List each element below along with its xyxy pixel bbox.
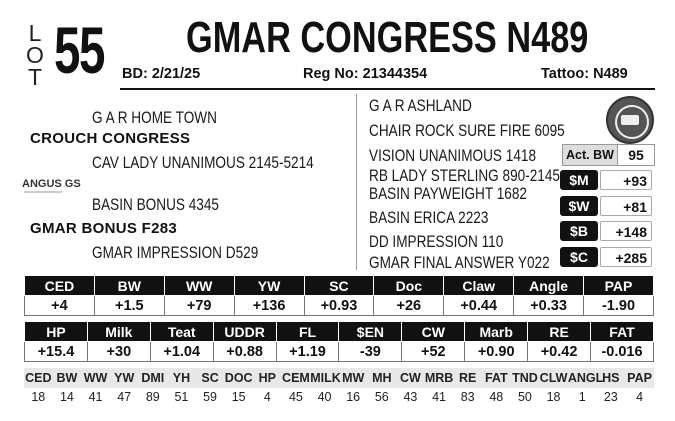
percentile-header: CEM xyxy=(282,371,310,385)
percentile-header: CLW xyxy=(539,371,568,385)
epd-table-2 xyxy=(24,321,654,362)
breed-seal-icon xyxy=(606,96,654,144)
lot-letter: O xyxy=(26,42,44,68)
header-divider xyxy=(120,88,655,90)
percentile-header: BW xyxy=(56,371,78,385)
percentile-header: MH xyxy=(372,371,392,385)
actual-bw-label: Act. BW xyxy=(562,144,618,166)
percentile-header: HS xyxy=(602,371,620,385)
logo-text: ANGUS GS xyxy=(22,178,81,190)
percentile-header-row xyxy=(24,368,654,388)
pedigree-right-item: RB LADY STERLING 890-2145 xyxy=(369,166,560,185)
percentile-header: PAP xyxy=(627,371,652,385)
epd-value: +0.44 xyxy=(444,296,514,316)
pedigree-right-item: BASIN ERICA 2223 xyxy=(369,208,489,227)
percentile-value: 23 xyxy=(597,388,626,406)
pedigree-right-item: VISION UNANIMOUS 1418 xyxy=(369,146,537,165)
pedigree-right-item: CHAIR ROCK SURE FIRE 6095 xyxy=(369,121,565,140)
percentile-value: 48 xyxy=(482,388,511,406)
percentile-value: 47 xyxy=(110,388,139,406)
birth-date xyxy=(122,66,200,82)
percentile-value: 40 xyxy=(310,388,339,406)
epd-value: +15.4 xyxy=(25,342,88,362)
percentile-value: 59 xyxy=(196,388,225,406)
animal-name: GMAR CONGRESS N489 xyxy=(186,13,589,62)
percentile-header: HP xyxy=(258,371,276,385)
pedigree-dam-dam: GMAR IMPRESSION D529 xyxy=(92,243,259,262)
percentile-header: CED xyxy=(25,371,52,385)
percentile-header: ANGL xyxy=(567,371,604,385)
epd-value: +79 xyxy=(164,296,234,316)
epd-header: Doc xyxy=(374,276,444,296)
epd-value: +0.42 xyxy=(528,342,591,362)
bd-value: 2/21/25 xyxy=(151,66,201,82)
epd-value: +136 xyxy=(234,296,304,316)
lot-letter: L xyxy=(28,20,42,46)
percentile-value: 18 xyxy=(24,388,53,406)
percentile-value: 43 xyxy=(396,388,425,406)
epd-value: +1.04 xyxy=(150,342,213,362)
epd-table-1 xyxy=(24,275,654,316)
epd-header: PAP xyxy=(584,276,654,296)
percentile-header: DOC xyxy=(224,371,253,385)
epd-value: +1.5 xyxy=(94,296,164,316)
percentile-header: DMI xyxy=(141,371,165,385)
index-value: +81 xyxy=(600,196,652,216)
epd-header: $EN xyxy=(339,322,402,342)
epd-header: Teat xyxy=(150,322,213,342)
percentile-value: 15 xyxy=(224,388,253,406)
percentile-header: TND xyxy=(512,371,538,385)
index-value: +93 xyxy=(600,170,652,190)
percentile-header: YW xyxy=(114,371,135,385)
percentile-value: 56 xyxy=(368,388,397,406)
epd-header: YW xyxy=(234,276,304,296)
seal-emblem xyxy=(621,115,639,125)
percentile-header: MRB xyxy=(424,371,454,385)
pedigree-dam-sire: BASIN BONUS 4345 xyxy=(92,195,219,214)
tattoo-label: Tattoo: xyxy=(541,66,590,82)
pedigree-right-item: BASIN PAYWEIGHT 1682 xyxy=(369,184,527,203)
pedigree-sire-sire: G A R HOME TOWN xyxy=(92,108,217,127)
pedigree-sire: CROUCH CONGRESS xyxy=(30,130,191,147)
percentile-header: FAT xyxy=(484,371,508,385)
lot-label xyxy=(24,22,46,88)
percentile-value: 18 xyxy=(539,388,568,406)
percentile-header: SC xyxy=(201,371,219,385)
epd-value: -0.016 xyxy=(591,342,654,362)
epd-value: -1.90 xyxy=(584,296,654,316)
pedigree-right-item: GMAR FINAL ANSWER Y022 xyxy=(369,253,550,272)
percentile-header: MILK xyxy=(310,371,341,385)
epd-value: +0.93 xyxy=(304,296,374,316)
angus-genomics-logo xyxy=(22,176,81,194)
epd-header: UDDR xyxy=(213,322,276,342)
percentile-header: RE xyxy=(459,371,477,385)
epd-value: +0.88 xyxy=(213,342,276,362)
index-value: +285 xyxy=(600,247,652,267)
epd-header: BW xyxy=(94,276,164,296)
epd-value-row xyxy=(25,342,654,362)
actual-bw-value: 95 xyxy=(617,144,655,166)
lot-letter: T xyxy=(27,64,43,90)
reg-value: 21344354 xyxy=(362,66,428,82)
epd-value: +0.90 xyxy=(465,342,528,362)
pedigree-right-item: DD IMPRESSION 110 xyxy=(369,232,504,251)
percentile-value: 41 xyxy=(425,388,454,406)
index-label: $W xyxy=(560,196,598,216)
epd-header: RE xyxy=(528,322,591,342)
epd-header-row xyxy=(25,322,654,342)
percentile-value: 14 xyxy=(53,388,82,406)
percentile-value: 89 xyxy=(139,388,168,406)
percentile-value: 83 xyxy=(453,388,482,406)
pedigree-right-item: G A R ASHLAND xyxy=(369,96,472,115)
index-label: $M xyxy=(560,170,598,190)
epd-header: FAT xyxy=(591,322,654,342)
tattoo xyxy=(541,66,628,82)
index-label: $C xyxy=(560,247,598,267)
epd-value-row xyxy=(25,296,654,316)
epd-header: Claw xyxy=(444,276,514,296)
percentile-value: 4 xyxy=(253,388,282,406)
epd-header: SC xyxy=(304,276,374,296)
percentile-value: 1 xyxy=(568,388,597,406)
index-value: +148 xyxy=(600,221,652,241)
percentile-value: 51 xyxy=(167,388,196,406)
epd-value: +26 xyxy=(374,296,444,316)
pedigree-dam: GMAR BONUS F283 xyxy=(30,220,178,237)
epd-header: HP xyxy=(25,322,88,342)
epd-value: +30 xyxy=(87,342,150,362)
percentile-table xyxy=(24,368,654,406)
percentile-value: 45 xyxy=(282,388,311,406)
epd-value: +52 xyxy=(402,342,465,362)
percentile-header: MW xyxy=(342,371,365,385)
lot-number: 55 xyxy=(54,13,104,87)
percentile-header: YH xyxy=(172,371,191,385)
percentile-header: CW xyxy=(400,371,421,385)
percentile-value: 16 xyxy=(339,388,368,406)
pedigree-sire-dam: CAV LADY UNANIMOUS 2145-5214 xyxy=(92,153,314,172)
pedigree-divider xyxy=(356,94,357,270)
epd-header: CW xyxy=(402,322,465,342)
percentile-header: WW xyxy=(83,371,108,385)
epd-header: Milk xyxy=(87,322,150,342)
percentile-value-row xyxy=(24,388,654,406)
epd-header: Angle xyxy=(514,276,584,296)
percentile-value: 4 xyxy=(625,388,654,406)
epd-value: +4 xyxy=(25,296,95,316)
index-label: $B xyxy=(560,221,598,241)
percentile-value: 50 xyxy=(511,388,540,406)
epd-header: FL xyxy=(276,322,339,342)
epd-header: WW xyxy=(164,276,234,296)
bd-label: BD: xyxy=(122,66,148,82)
tattoo-value: N489 xyxy=(593,66,628,82)
epd-value: -39 xyxy=(339,342,402,362)
epd-value: +1.19 xyxy=(276,342,339,362)
epd-header: Marb xyxy=(465,322,528,342)
epd-value: +0.33 xyxy=(514,296,584,316)
registration-number xyxy=(303,66,427,82)
reg-label: Reg No: xyxy=(303,66,359,82)
epd-header: CED xyxy=(25,276,95,296)
percentile-value: 41 xyxy=(81,388,110,406)
epd-header-row xyxy=(25,276,654,296)
